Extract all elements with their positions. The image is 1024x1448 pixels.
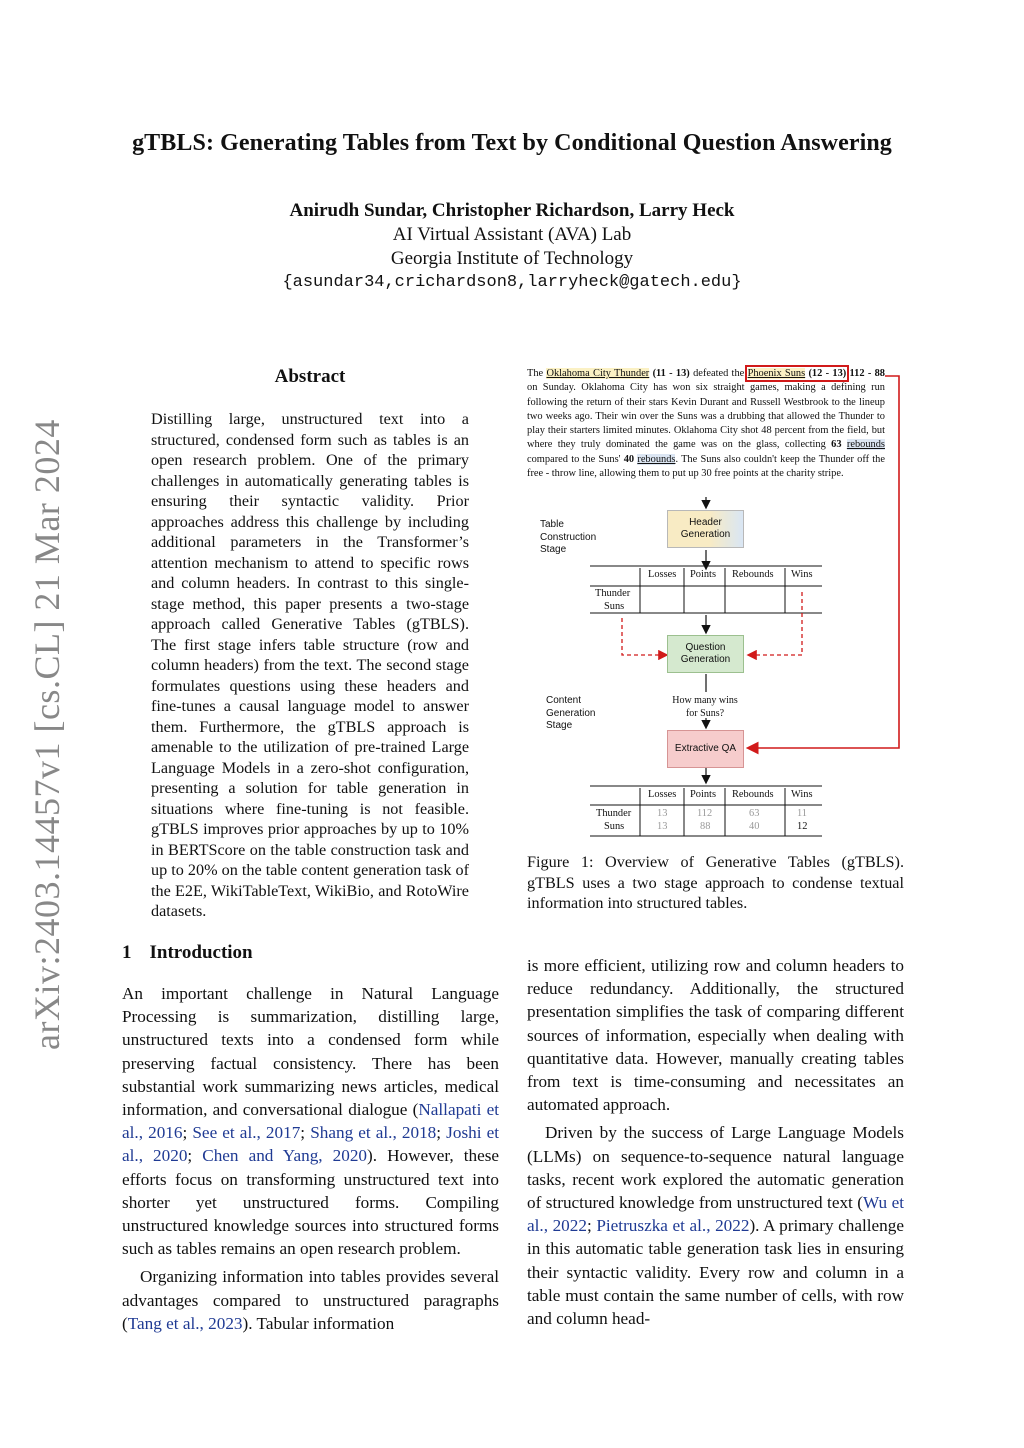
text-span: The	[527, 368, 544, 379]
arrow-row-header-to-question	[622, 618, 666, 655]
text-line: Generation	[680, 529, 731, 540]
section-heading-introduction	[122, 942, 253, 964]
stage-label-table-construction	[540, 519, 596, 557]
text-line: Construction	[540, 531, 597, 543]
text-line: for Suns?	[685, 707, 725, 719]
text-span: ). Tabular information	[242, 1313, 395, 1333]
node-header-generation	[667, 510, 744, 548]
table2-cell: 11	[797, 808, 808, 819]
citation-link[interactable]: Nallapati et al., 2016	[122, 1100, 499, 1143]
text-span: Driven by the success of Large Language Models (LLMs) on sequence-to-sequence natural language tasks, recent work explored the automatic generation of structured knowledge from unstructured text (	[527, 1123, 904, 1213]
intro-left-column	[122, 982, 499, 1335]
arrow-passage-to-qa	[749, 376, 899, 748]
highlight-team-suns: Phoenix Suns	[747, 368, 806, 379]
intro-paragraph-2	[122, 1265, 499, 1335]
text-line: Question	[685, 641, 726, 653]
text-span: An important challenge in Natural Language Processing is summarization, distilling large, unstructured texts into a condensed form while preserving factual consistency. There has been substantial work summarizing news articles, medical information, and conversational dialogue (	[122, 984, 499, 1120]
rebounds-suns: 40	[623, 453, 635, 465]
author-emails: {asundar34,crichardson8,larryheck@gatech.edu}	[282, 273, 742, 292]
table2-cell: 112	[697, 808, 713, 819]
table1-row-header: Suns	[604, 601, 625, 612]
text-span: on Sunday. Oklahoma City has won six straight games, making a defining run following the return of their stars Kevin Durant and Russell Westbrook to the lineup two weeks ago. Their win over the Suns was a drubbing that allowed the Thunder to play their starters limited minutes. Oklahoma City shot 48 percent from the field, but where they truly dominated the game was on the glass, collecting	[527, 382, 885, 451]
table1-col-header: Rebounds	[732, 569, 774, 580]
table2-cell-answer: 12	[797, 821, 808, 832]
text-line: How many wins	[672, 695, 738, 706]
table1-row-header: Thunder	[595, 588, 631, 599]
intro-paragraph-2-cont	[527, 954, 904, 1116]
text-span: compared to the Suns'	[527, 453, 621, 465]
text-span: Organizing information into tables provides several advantages compared to unstructured paragraphs (	[122, 1267, 499, 1333]
arxiv-identifier: arXiv:2403.14457v1 [cs.CL] 21 Mar 2024	[27, 419, 67, 1050]
citation-link[interactable]: See et al., 2017	[192, 1123, 301, 1143]
text-line: Generation	[546, 707, 596, 719]
table1-col-header: Losses	[648, 569, 677, 580]
table2-cell: 13	[657, 821, 668, 832]
text-line: Header	[689, 516, 722, 528]
table1	[527, 569, 907, 619]
citation-link[interactable]: Chen and Yang, 2020	[202, 1146, 368, 1166]
highlight-rebounds: rebounds	[846, 439, 885, 451]
table2-cell: 63	[749, 808, 760, 819]
table2-col-header: Points	[690, 789, 716, 800]
paper-title: gTBLS: Generating Tables from Text by Conditional Question Answering	[132, 130, 892, 156]
author-names: Anirudh Sundar, Christopher Richardson, Larry Heck	[289, 200, 735, 221]
final-score: 112 - 88	[849, 368, 886, 379]
section-title: Introduction	[149, 942, 253, 963]
table1-col-header: Wins	[791, 569, 813, 580]
table2-cell: 40	[749, 821, 760, 832]
node-extractive-qa: Extractive QA	[667, 730, 744, 768]
abstract-text: Distilling large, unstructured text into a structured, condensed form such as tables is an open research problem. One of the primary challenges in automatically generating tables is ensuring their syntactic validity. Prior approaches address this challenge by including additional parameters in the Transformer’s attention mechanism to attend to specific rows and column headers. In contrast to this single-stage method, this paper presents a two-stage approach called Generative Tables (gTBLS). The first stage infers table structure (row and column headers) from the text. The second stage formulates questions using these headers and fine-tunes a causal language model to answer them. Furthermore, the gTBLS approach is amenable to the utilization of pre-trained Large Language Models in a zero-shot configuration, presenting a solution for table generation in situations where fine-tuning is not feasible. gTBLS improves prior approaches by up to 10% in BERTScore on the table construction task and up to 20% on the table content generation task of the E2E, WikiTableText, WikiBio, and RotoWire datasets.	[151, 410, 469, 920]
table2-col-header: Wins	[791, 789, 813, 800]
table2	[527, 789, 907, 839]
affiliation-institute: Georgia Institute of Technology	[390, 248, 634, 269]
table2-row-header: Thunder	[596, 808, 632, 819]
figure-caption: Figure 1: Overview of Generative Tables (gTBLS). gTBLS uses a two stage approach to condense textual information into structured tables.	[527, 853, 904, 913]
question-example	[660, 695, 750, 720]
intro-paragraph-3: Driven by the success of Large Language Models (LLMs) on sequence-to-sequence natural language tasks, recent work explored the automatic generation of structured knowledge from unstructured text (Wu et al., 2022; Pietruszka et al., 2022). A primary challenge in this automatic table generation task lies in ensuring their syntactic validity. Every row and column in a table must contain the same number of cells, with row and column head-	[527, 1123, 904, 1329]
table2-col-header: Rebounds	[732, 789, 774, 800]
citation-link[interactable]: Shang et al., 2018	[310, 1123, 437, 1143]
record-suns: (12 - 13)	[808, 368, 847, 379]
text-line: Table	[540, 519, 564, 530]
text-span: ). However, these efforts focus on transforming unstructured text into shorter yet unstructured forms. Compiling unstructured knowledge sources into structured forms such as tables remains an open research problem.	[122, 1146, 500, 1259]
affiliation-lab: AI Virtual Assistant (AVA) Lab	[392, 224, 632, 245]
highlight-team-thunder: Oklahoma City Thunder	[546, 368, 650, 379]
text-line: Stage	[540, 544, 567, 555]
text-line: Generation	[680, 654, 731, 665]
node-question-generation	[667, 635, 744, 673]
text-line: Content	[546, 695, 582, 706]
table2-row-header: Suns	[604, 821, 625, 832]
text-line: Stage	[546, 720, 573, 731]
citation-link[interactable]: Wu et al., 2022	[527, 1193, 904, 1236]
section-number: 1	[122, 942, 132, 963]
citation-link[interactable]: Tang et al., 2023	[127, 1313, 243, 1333]
intro-paragraph-1: An important challenge in Natural Language Processing is summarization, distilling large, unstructured texts into a condensed form while preserving factual consistency. There has been substantial work summarizing news articles, medical information, and conversational dialogue (Nallapati et al., 2016; See et al., 2017; Shang et al., 2018; Joshi et al., 2020; Chen and Yang, 2020). However, these efforts focus on transforming unstructured text into shorter yet unstructured forms. Compiling unstructured knowledge sources into structured forms such as tables remains an open research problem.	[122, 984, 500, 1259]
table2-cell: 13	[657, 808, 668, 819]
text-span: is more efficient, utilizing row and column headers to reduce redundancy. Additionally, the structured presentation simplifies the task of comparing different sources of information, especially when dealing with quantitative data. However, manually creating tables from text is time-consuming and necessitates an automated approach.	[527, 956, 904, 1115]
text-span: . The Suns also couldn't keep the Thunder off the free - throw line, allowing them to put up 30 free points at the charity stripe.	[527, 453, 885, 480]
intro-right-column	[527, 954, 904, 1330]
citation-link[interactable]: Joshi et al., 2020	[122, 1123, 500, 1166]
text-span: defeated the	[693, 368, 745, 379]
author-block	[0, 199, 1024, 295]
rebounds-thunder: 63	[831, 439, 842, 451]
citation-link[interactable]: Pietruszka et al., 2022	[596, 1216, 750, 1236]
table2-col-header: Losses	[648, 789, 677, 800]
stage-label-content-generation	[546, 695, 595, 733]
abstract-heading: Abstract	[274, 366, 346, 387]
text-span: ). A primary challenge in this automatic table generation task lies in ensuring their syntactic validity. Every row and column in a table must contain the same number of cells, with row and column head-	[527, 1216, 904, 1329]
record-thunder: (11 - 13)	[652, 368, 690, 379]
table1-col-header: Points	[690, 569, 716, 580]
highlight-rebounds: rebounds	[637, 453, 676, 465]
table2-cell: 88	[700, 821, 711, 832]
